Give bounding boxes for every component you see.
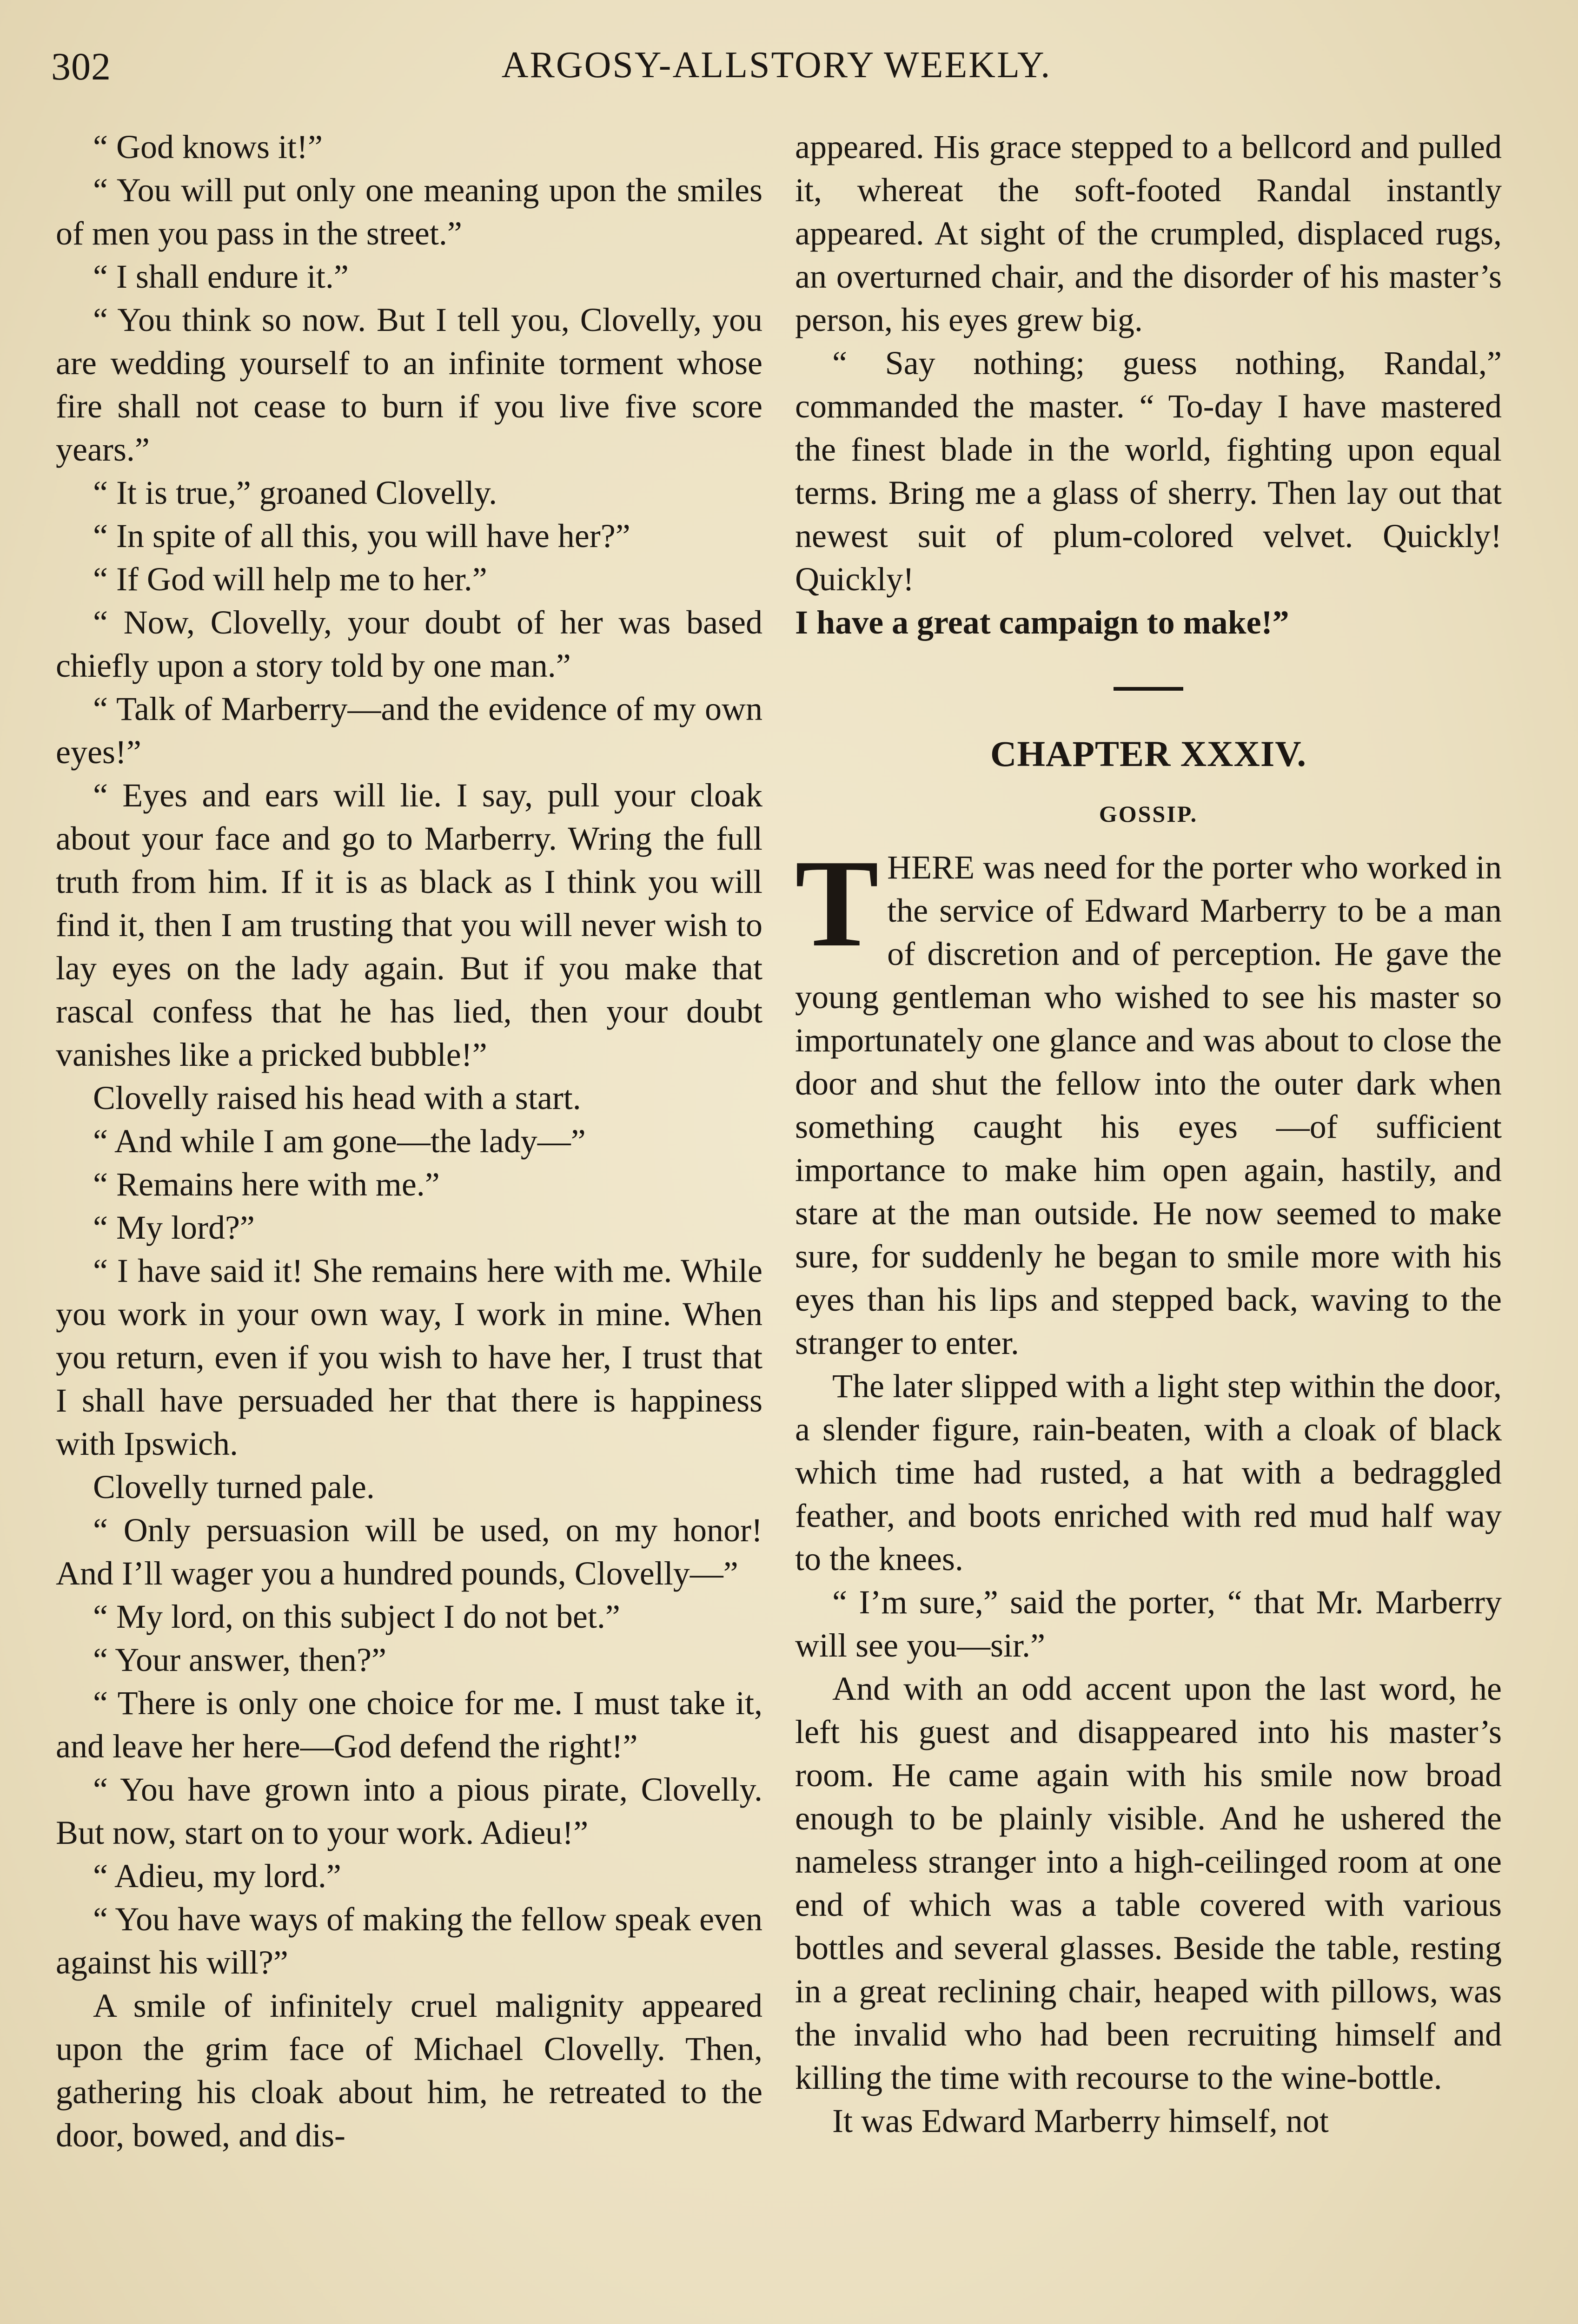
paragraph: “ Talk of Marberry—and the evidence of my own eyes!” (56, 690, 762, 771)
paragraph: “ Now, Clovelly, your doubt of her was based chiefly upon a story told by one man.” (56, 604, 762, 684)
first-paragraph-text: HERE was need for the porter who worked in the service of Edward Marberry to be a man of discretion and of perception. He gave the young gentleman who wished to see his master so importunately one glance and was about to close the door and shut the fellow into the outer dark when something caught his eyes —of sufficient importance to make him open again, hastily, and stare at the man outside. He now seemed to make sure, for suddenly he began to smile more with his eyes than his lips and stepped back, waving to the stranger to enter. (795, 849, 1502, 1361)
paragraph: “ Eyes and ears will lie. I say, pull your cloak about your face and go to Marberry. Wring the full truth from him. If it is as black as I think you will find it, then I am trusting that you will never wish to lay eyes on the lady again. But if you make that rascal confess that he has lied, then your doubt vanishes like a pricked bubble!” (56, 777, 762, 1073)
paragraph: “ You will put only one meaning upon the smiles of men you pass in the street.” (56, 172, 762, 252)
paragraph: Clovelly raised his head with a start. (93, 1079, 581, 1116)
paragraph: “ Your answer, then?” (93, 1641, 386, 1678)
continuation-paragraph: appeared. His grace stepped to a bellcord and pulled it, whereat the soft-footed Randal instantly appeared. At sight of the crumpled, displaced rugs, an overturned chair, and the disorder of his master’s person, his eyes grew big. (795, 128, 1502, 338)
paragraph: “ My lord?” (93, 1209, 255, 1246)
paragraph: “ God knows it!” (93, 128, 323, 165)
paragraph: “ And while I am gone—the lady—” (93, 1122, 586, 1160)
paragraph: “ I have said it! She remains here with me. While you work in your own way, I work in mine. When you return, even if you wish to have her, I trust that I shall have persuaded her that there is happiness with Ipswich. (56, 1252, 762, 1462)
paragraph: The later slipped with a light step within the door, a slender figure, rain-beaten, with a cloak of black which time had rusted, a hat with a bedraggled feather, and boots enriched with red mud half way to the knees. (795, 1367, 1502, 1578)
paragraph: It was Edward Marberry himself, not (832, 2102, 1329, 2139)
paragraph: “ Remains here with me.” (93, 1166, 440, 1203)
paragraph: “ Adieu, my lord.” (93, 1857, 341, 1895)
running-title: ARGOSY-ALLSTORY WEEKLY. (501, 45, 1052, 86)
chapter-first-paragraph (795, 834, 1502, 1365)
chapter-subtitle: GOSSIP. (1099, 801, 1198, 827)
page-number: 302 (51, 45, 111, 88)
paragraph: “ You have grown into a pious pirate, Clovelly. But now, start on to your work. Adieu!” (56, 1771, 762, 1851)
section-divider (1114, 687, 1183, 691)
right-column (795, 125, 1502, 2143)
paragraph: “ You have ways of making the fellow speak even against his will?” (56, 1901, 762, 1981)
paragraph: “ If God will help me to her.” (93, 561, 487, 598)
paragraph: “ I shall endure it.” (93, 258, 349, 295)
paragraph: “ It is true,” groaned Clovelly. (93, 474, 497, 511)
paragraph: “ I’m sure,” said the porter, “ that Mr. Marberry will see you—sir.” (795, 1584, 1502, 1664)
paragraph: And with an odd accent upon the last word, he left his guest and disappeared into his master’s room. He came again with his smile now broad enough to be plainly visible. And he ushered the nameless stranger into a high-ceilinged room at one end of which was a table covered with various bottles and several glasses. Beside the table, resting in a great reclining chair, heaped with pillows, was the invalid who had been recruiting himself and killing the time with recourse to the wine-bottle. (795, 1670, 1502, 2096)
paragraph: “ Only persuasion will be used, on my honor! And I’ll wager you a hundred pounds, Clovelly—” (56, 1512, 762, 1592)
chapter-title: CHAPTER XXXIV. (990, 733, 1306, 774)
paragraph: A smile of infinitely cruel malignity appeared upon the grim face of Michael Clovelly. Then, gathering his cloak about him, he retreated to the door, bowed, and dis- (56, 1987, 762, 2154)
paragraph: “ There is only one choice for me. I must take it, and leave her here—God defend the right!” (56, 1684, 762, 1765)
paragraph: Clovelly turned pale. (93, 1468, 375, 1505)
paragraph: “ In spite of all this, you will have her?” (93, 517, 630, 555)
drop-cap: T (795, 834, 879, 973)
paragraph: “ My lord, on this subject I do not bet.” (93, 1598, 620, 1635)
paragraph: “ You think so now. But I tell you, Clovelly, you are wedding yourself to an infinite torment whose fire shall not cease to burn if you live five score years.” (56, 301, 762, 468)
left-column (56, 125, 762, 2157)
paragraph: “ Say nothing; guess nothing, Randal,” commanded the master. “ To-day I have mastered the finest blade in the world, fighting upon equal terms. Bring me a glass of sherry. Then lay out that newest suit of plum-colored velvet. Quickly! Quickly! (795, 344, 1502, 598)
bold-line: I have a great campaign to make!” (795, 604, 1289, 641)
page-header (51, 44, 1502, 100)
